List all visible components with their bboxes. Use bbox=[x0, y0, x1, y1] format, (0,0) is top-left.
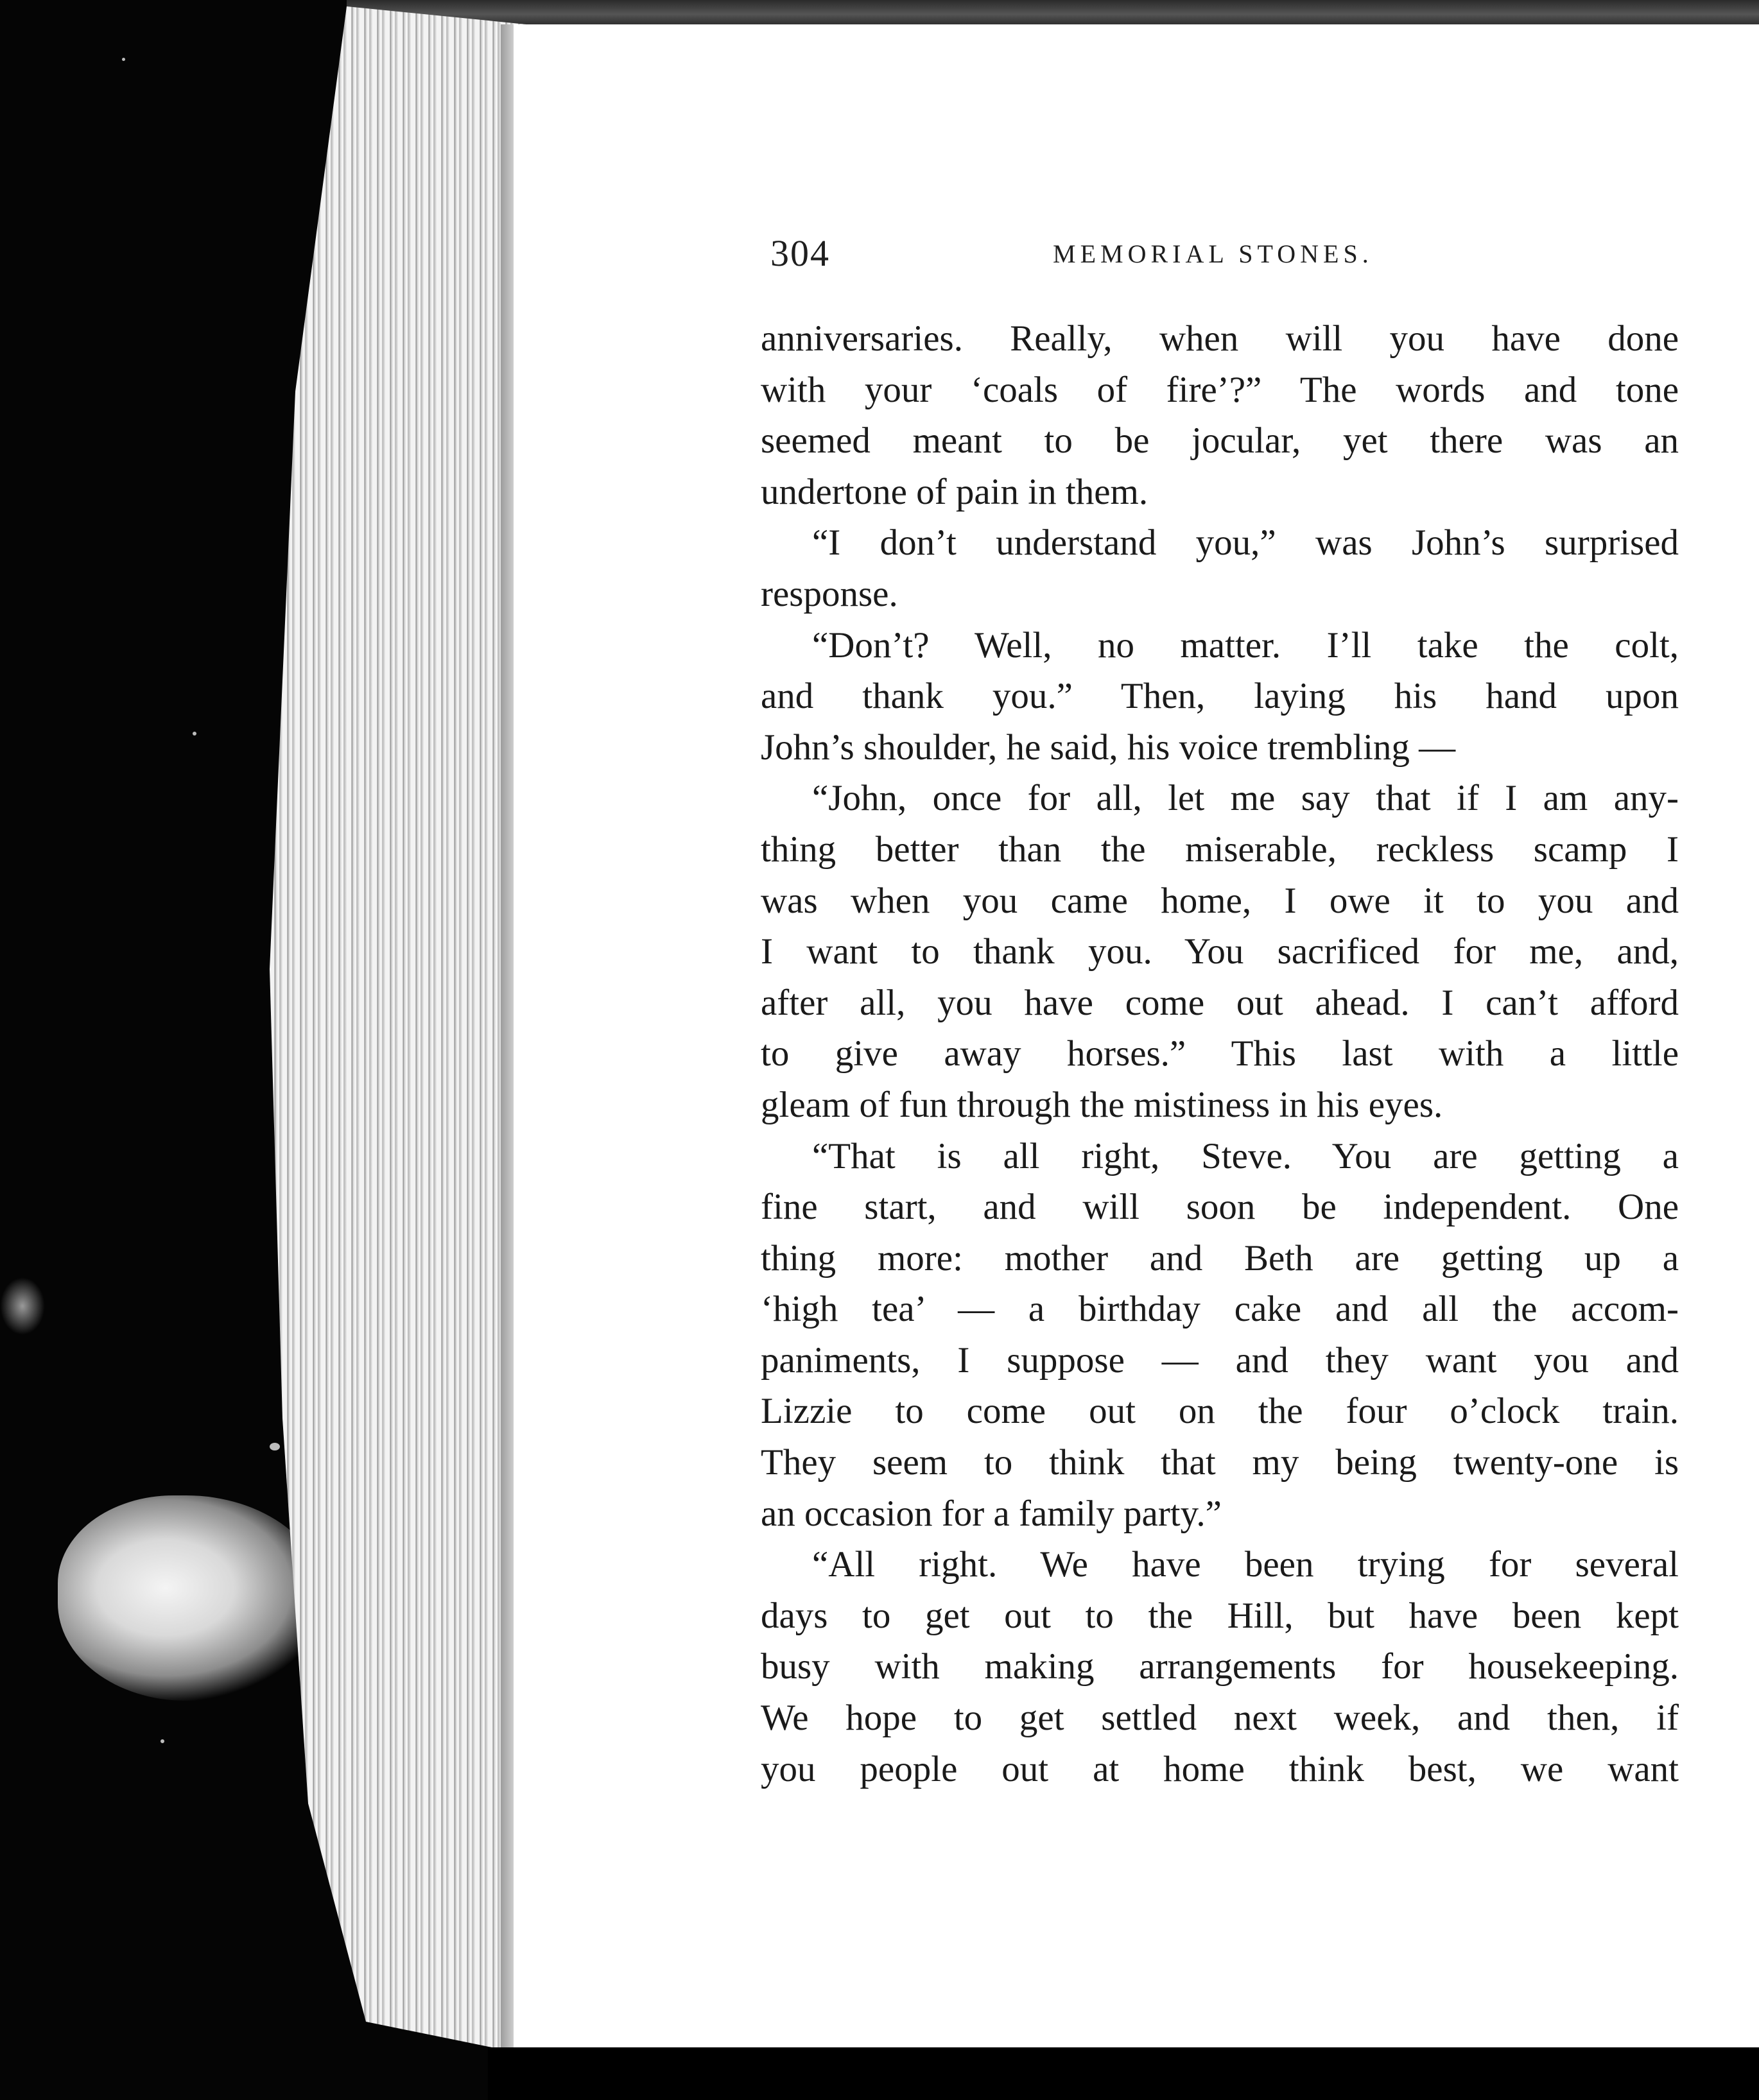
body-text bbox=[761, 313, 1679, 1794]
text-line: “I don’t understand you,” was John’s surprised bbox=[812, 522, 1679, 564]
text-line: Lizzie to come out on the four o’clock train. bbox=[761, 1391, 1679, 1432]
text-line: “That is all right, Steve. You are getting a bbox=[812, 1135, 1679, 1176]
text-line: undertone of pain in them. bbox=[761, 471, 1148, 512]
text-line: after all, you have come out ahead. I can’t afford bbox=[761, 982, 1679, 1023]
running-title: MEMORIAL STONES. bbox=[1053, 239, 1373, 268]
text-line: an occasion for a family party.” bbox=[761, 1493, 1222, 1534]
text-line: busy with making arrangements for housekeeping. bbox=[761, 1646, 1679, 1687]
page-number: 304 bbox=[770, 232, 830, 274]
text-line: and thank you.” Then, laying his hand upon bbox=[761, 676, 1679, 717]
text-line: thing more: mother and Beth are getting up a bbox=[761, 1237, 1679, 1278]
text-line: We hope to get settled next week, and then, if bbox=[761, 1698, 1679, 1739]
dust-speck bbox=[160, 1739, 164, 1743]
background-smudge bbox=[0, 1277, 45, 1335]
text-line: John’s shoulder, he said, his voice trembling — bbox=[761, 727, 1456, 768]
text-line: with your ‘coals of fire’?” The words and tone bbox=[761, 369, 1679, 410]
text-line: “Don’t? Well, no matter. I’ll take the colt, bbox=[812, 624, 1679, 666]
text-line: paniments, I suppose — and they want you and bbox=[761, 1339, 1679, 1381]
text-line: days to get out to the Hill, but have been kept bbox=[761, 1595, 1679, 1636]
text-line: fine start, and will soon be independent. One bbox=[761, 1187, 1679, 1228]
text-line: “John, once for all, let me say that if I am any- bbox=[812, 778, 1679, 819]
text-line: you people out at home think best, we want bbox=[761, 1748, 1679, 1789]
text-line: was when you came home, I owe it to you and bbox=[761, 880, 1679, 921]
text-line: thing better than the miserable, reckless scamp I bbox=[761, 829, 1679, 870]
text-line: ‘high tea’ — a birthday cake and all the accom- bbox=[761, 1289, 1679, 1330]
text-line: anniversaries. Really, when will you have done bbox=[761, 318, 1679, 359]
text-line: “All right. We have been trying for several bbox=[812, 1544, 1679, 1585]
dust-speck bbox=[122, 58, 125, 61]
text-line: response. bbox=[761, 573, 898, 614]
book-page-edges bbox=[270, 6, 539, 2060]
text-line: to give away horses.” This last with a little bbox=[761, 1033, 1679, 1074]
dust-speck bbox=[193, 732, 196, 736]
dust-speck bbox=[270, 1443, 280, 1450]
running-head bbox=[770, 231, 1695, 276]
text-line: I want to thank you. You sacrificed for me, and, bbox=[761, 931, 1679, 972]
paper-fragment bbox=[58, 1495, 327, 1701]
bottom-border bbox=[488, 2047, 1759, 2100]
text-line: seemed meant to be jocular, yet there was an bbox=[761, 420, 1679, 461]
text-line: They seem to think that my being twenty-one is bbox=[761, 1442, 1679, 1483]
text-line: gleam of fun through the mistiness in his eyes. bbox=[761, 1084, 1443, 1125]
